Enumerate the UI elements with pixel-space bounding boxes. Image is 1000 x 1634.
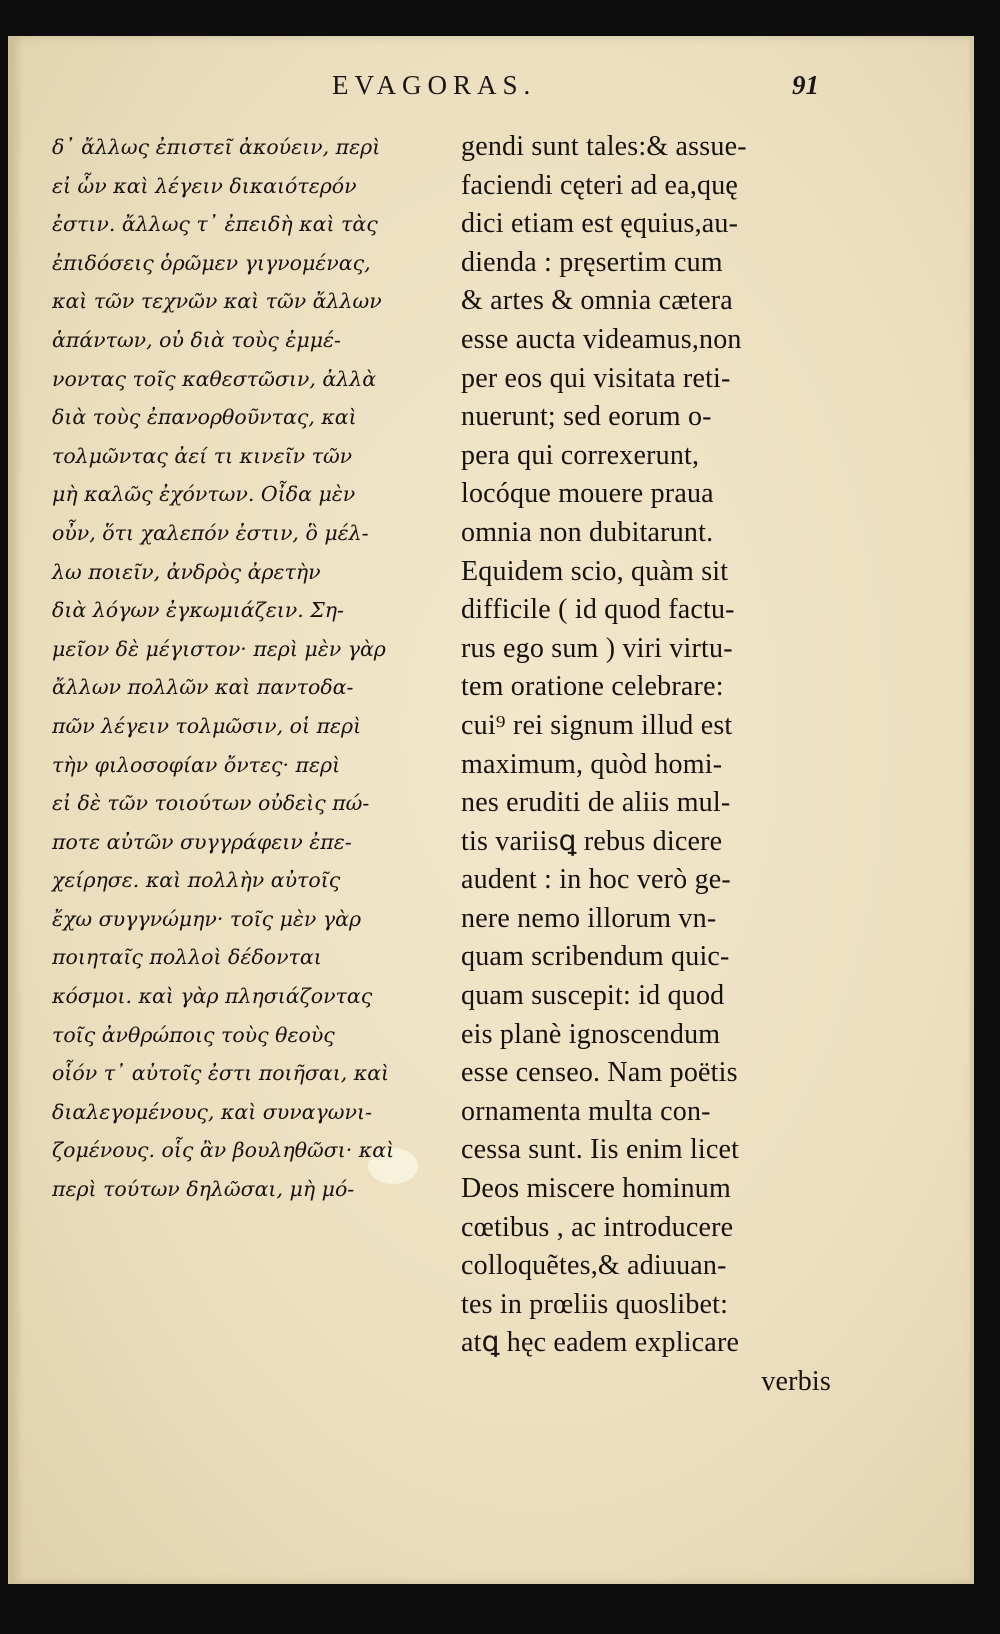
latin-text-line: per eos qui visitata reti- bbox=[461, 362, 731, 394]
greek-text-line: πῶν λέγειν τολμῶσιν, οἱ περὶ bbox=[52, 713, 362, 738]
greek-text-line: μὴ καλῶς ἐχόντων. Οἶδα μὲν bbox=[52, 482, 356, 507]
greek-text-line: οἷόν τ᾽ αὐτοῖς ἐστι ποιῆσαι, καὶ bbox=[52, 1061, 390, 1086]
latin-text-line: difficile ( id quod factu- bbox=[461, 594, 735, 626]
greek-text-line: τοῖς ἀνθρώποις τοὺς θεοὺς bbox=[52, 1022, 335, 1047]
latin-text-line: nuerunt; sed eorum o- bbox=[461, 401, 712, 433]
greek-text-line: ἐστιν. ἄλλως τ᾽ ἐπειδὴ καὶ τὰς bbox=[52, 212, 378, 237]
latin-text-line: cessa sunt. Iis enim licet bbox=[461, 1134, 740, 1166]
greek-text-line: νοντας τοῖς καθεστῶσιν, ἀλλὰ bbox=[52, 366, 377, 391]
greek-text-line: ἁπάντων, οὐ διὰ τοὺς ἐμμέ- bbox=[52, 327, 341, 352]
greek-text-line: κόσμοι. καὶ γὰρ πλησιάζοντας bbox=[52, 984, 373, 1009]
greek-text-line: ἄλλων πολλῶν καὶ παντοδα- bbox=[52, 675, 354, 700]
greek-text-line: καὶ τῶν τεχνῶν καὶ τῶν ἄλλων bbox=[52, 289, 382, 314]
greek-text-line: διὰ τοὺς ἐπανορθοῦντας, καὶ bbox=[52, 405, 357, 430]
latin-text-line: esse censeo. Nam poëtis bbox=[461, 1057, 738, 1089]
latin-text-line: tis variisꝗ rebus dicere bbox=[461, 825, 723, 857]
latin-text-line: dienda : pręsertim cum bbox=[461, 246, 723, 278]
greek-text-line: ζομένους. οἷς ἂν βουληθῶσι· καὶ bbox=[52, 1138, 395, 1163]
latin-text-line: Deos miscere hominum bbox=[461, 1173, 731, 1205]
latin-text-line: rus ego sum ) viri virtu- bbox=[461, 632, 733, 664]
latin-text-line: locóque mouere praua bbox=[461, 478, 714, 510]
latin-text-line: eis planè ignoscendum bbox=[461, 1018, 721, 1050]
latin-text-line: audent : in hoc verò ge- bbox=[461, 864, 731, 896]
latin-text-line: atꝗ hęc eadem explicare bbox=[461, 1327, 740, 1359]
latin-text-line: tem oratione celebrare: bbox=[461, 671, 724, 703]
latin-text-line: cœtibus , ac introducere bbox=[461, 1211, 734, 1243]
latin-text-line: pera qui correxerunt, bbox=[461, 439, 700, 471]
greek-text-line: διαλεγομένους, καὶ συναγωνι- bbox=[52, 1099, 372, 1124]
latin-text-line: dici etiam est ęquius,au- bbox=[461, 208, 739, 240]
greek-text-line: τὴν φιλοσοφίαν ὄντες· περὶ bbox=[52, 752, 341, 777]
greek-text-line: μεῖον δὲ μέγιστον· περὶ μὲν γὰρ bbox=[52, 636, 386, 661]
greek-text-line: εἰ ὧν καὶ λέγειν δικαιότερόν bbox=[52, 173, 357, 198]
greek-text-line: διὰ λόγων ἐγκωμιάζειν. Ση- bbox=[52, 598, 344, 623]
latin-text-line: nere nemo illorum vn- bbox=[461, 902, 717, 934]
greek-text-line: ποτε αὐτῶν συγγράφειν ἐπε- bbox=[52, 829, 352, 854]
greek-text-line: περὶ τούτων δηλῶσαι, μὴ μό- bbox=[52, 1177, 355, 1202]
greek-text-line: χείρησε. καὶ πολλὴν αὐτοῖς bbox=[52, 868, 341, 893]
greek-text-line: ἐπιδόσεις ὁρῶμεν γιγνομένας, bbox=[52, 250, 371, 275]
greek-text-line: λω ποιεῖν, ἀνδρὸς ἀρετὴν bbox=[52, 559, 321, 584]
running-header-title: EVAGORAS. bbox=[332, 70, 537, 100]
latin-text-line: gendi sunt tales:& assue- bbox=[461, 131, 747, 162]
greek-text-line: ἔχω συγγνώμην· τοῖς μὲν γὰρ bbox=[52, 906, 362, 931]
latin-text-line: & artes & omnia cætera bbox=[461, 285, 733, 317]
greek-text-line: οὖν, ὅτι χαλεπόν ἐστιν, ὃ μέλ- bbox=[52, 520, 369, 545]
latin-text-line: tes in prœliis quoslibet: bbox=[461, 1288, 729, 1320]
latin-text-line: Equidem scio, quàm sit bbox=[461, 555, 729, 587]
latin-text-line: cui⁹ rei signum illud est bbox=[461, 709, 733, 741]
catchword: verbis bbox=[761, 1366, 831, 1397]
latin-text-line: ornamenta multa con- bbox=[461, 1095, 711, 1127]
latin-text-line: quam scribendum quic- bbox=[461, 941, 730, 973]
greek-text-line: δ᾽ ἄλλως ἐπιστεῖ ἀκούειν, περὶ bbox=[52, 135, 381, 159]
greek-text-line: τολμῶντας ἀεί τι κινεῖν τῶν bbox=[52, 443, 353, 468]
latin-text-line: nes eruditi de aliis mul- bbox=[461, 787, 731, 819]
latin-text-line: maximum, quòd homi- bbox=[461, 748, 723, 780]
latin-text-line: faciendi cęteri ad ea,quę bbox=[461, 169, 739, 201]
latin-text-line: esse aucta videamus,non bbox=[461, 323, 742, 355]
latin-text-line: quam suscepit: id quod bbox=[461, 980, 725, 1012]
greek-text-line: εἰ δὲ τῶν τοιούτων οὐδεὶς πώ- bbox=[52, 791, 370, 816]
latin-text-column bbox=[461, 128, 831, 1402]
greek-text-line: ποιηταῖς πολλοὶ δέδονται bbox=[52, 945, 322, 970]
latin-text-line: omnia non dubitarunt. bbox=[461, 516, 714, 548]
page-number: 91 bbox=[792, 70, 819, 100]
greek-text-column bbox=[52, 128, 452, 1209]
latin-text-line: colloquẽtes,& adiuuan- bbox=[461, 1250, 727, 1282]
